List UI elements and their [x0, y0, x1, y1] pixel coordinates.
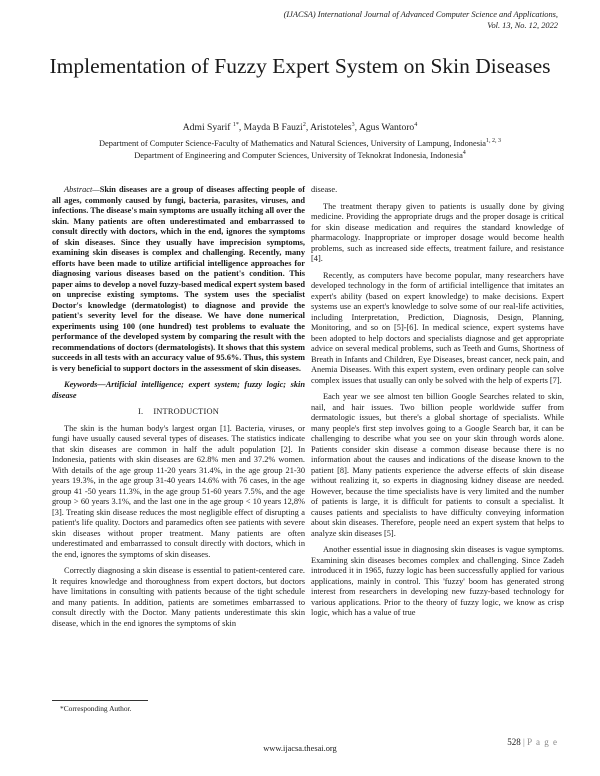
right-column — [311, 185, 564, 625]
body-paragraph: Recently, as computers have become popular, many researchers have developed technology in the form of artificial intelligence that imitates an expert's ability (based on expert knowledge) to make decisions. Expert systems use an expert's knowledge to solve some of our real-life activities, including Interpretation, Prediction, Diagnosis, Design, Planning, Monitoring, and so on [5]-[6]. In medical science, expert systems have been adopted to help doctors and specialists diagnose and get appropriate advice on several medical problems, such as Teeth and Gums, Shortness of Breath in Infants and Children, Eye Diseases, breast cancer, neck pain, and Anemia Diseases. With this expert system, even ordinary people can solve complex issues that usually can only be solved with the help of experts [7]. — [311, 270, 564, 385]
intro-paragraph: Correctly diagnosing a skin disease is essential to patient-centered care. It requires knowledge and thoroughness from expert doctors, but doctors have limitations in consulting with patients because of the tight schedule and many patients. In addition, patients are sometimes embarrassed to consult directly with the Doctor. Many patients underestimate this skin disease, which in the end ignores the symptoms of skin — [52, 566, 305, 628]
author-sup: 4 — [414, 121, 418, 128]
author-sup: 3 — [351, 121, 355, 128]
author-name: Agus Wantoro — [358, 122, 415, 133]
affiliation-1-sup: 1, 2, 3 — [486, 138, 501, 145]
affiliation-1 — [0, 138, 600, 149]
body-paragraph: Another essential issue in diagnosing skin diseases is vague symptoms. Examining skin diseases becomes complex and challenging. Since Zadeh introduced it in 1965, fuzzy logic has been successfully applied for various applications, mainly in control. This 'fuzzy' boom has generated strong interest from researchers in developing new fuzzy-based technology for various applications. Prior to the theory of fuzzy logic, we know as crisp logic, which has a value of true — [311, 545, 564, 617]
abstract — [52, 185, 305, 374]
abstract-label: Abstract— — [64, 185, 100, 194]
footnote-divider — [52, 700, 148, 701]
section-number: I. — [138, 407, 144, 416]
page-number — [507, 737, 558, 747]
author-list: Admi Syarif $^{1*}$, Mayda B Fauzi$^2$, Aristoteles$^3$, Agus Wantoro$^4$ — [182, 121, 418, 133]
author-sup: 2 — [302, 121, 306, 128]
journal-name: (IJACSA) International Journal of Advanced Computer Science and Applications, — [283, 10, 558, 19]
affiliation-2-text: Department of Engineering and Computer Sciences, University of Teknokrat Indonesia, Indonesia — [134, 151, 463, 160]
keywords: Keywords—Artificial intelligence; expert system; fuzzy logic; skin disease — [52, 380, 305, 400]
footnote: *Corresponding Author. — [60, 704, 132, 713]
page-number-value: 528 — [507, 737, 521, 747]
section-heading — [52, 407, 305, 418]
author-name: Mayda B Fauzi — [243, 122, 303, 133]
paper-title: Implementation of Fuzzy Expert System on Skin Diseases — [49, 54, 551, 78]
left-column — [52, 185, 305, 635]
journal-header — [198, 10, 558, 31]
affiliation-1-text: Department of Computer Science-Faculty of Mathematics and Natural Sciences, University of Lampung, Indonesia — [99, 139, 486, 148]
author-name: Admi Syarif — [182, 122, 231, 133]
author-sup: 1* — [232, 121, 239, 128]
body-paragraph: The treatment therapy given to patients is usually done by giving medicine. Providing the appropriate drugs and the proper dosage is critical for skin disease medication and requires the standard knowledge of pharmacology. Inappropriate or improper dosage would become health problems, such as increased side effects, treatment failure, and resistance [4]. — [311, 201, 564, 263]
affiliation-2 — [0, 150, 600, 161]
journal-volume: Vol. 13, No. 12, 2022 — [487, 20, 558, 30]
body-paragraph: disease. — [311, 185, 338, 194]
section-title: INTRODUCTION — [153, 407, 219, 416]
intro-paragraph: The skin is the human body's largest organ [1]. Bacteria, viruses, or fungi have usually caused several types of diseases. The statistics indicate that skin diseases are common in half the adult population [2]. In Indonesia, patients with skin diseases are 62.8% men and 37.2% women. With details of the age group 11-20 years 31.4%, in the age group 21-30 years 19.3%, in the age group 31-40 years 14.6% with 76 cases, in the age group 41 -50 years 11.3%, in the age group 51-60 years 7.5%, and the age group > 60 years 3.1%, and the last one in the age group < 10 years 12,8% [3]. Treating skin disease reduces the most negligible effect of disrupting a patient's life quality. Doctors and paramedics often see patients with severe skin diseases without proper treatment. Many patients are often underestimated and embarrassed to consult directly with doctors, which in the end, ignores the symptoms of skin diseases. — [52, 423, 305, 559]
body-paragraph: Each year we see almost ten billion Google Searches related to skin, nail, and hair issues. Two billion people worldwide suffer from dermatologic issues, but there's a global shortage of specialists. While many people's first step involves going to a Google Search bar, it can be challenging to describe what you see on your skin through words alone. Patients consider skin disease a common disease because there is no information about the causes and indications of the disease known to the patient [8]. Many patients experience the adverse effects of skin disease without realizing it, so experts in diagnosing kidney disease are needed. However, because the time specialists have is very limited and the number of patients is large, it is difficult for patients to consult a specialist. It causes patients and specialists to have difficulty conveying information about skin diseases. Therefore, people need an expert system that helps to analyze skin diseases [5]. — [311, 392, 564, 538]
page-word: P a g e — [527, 737, 558, 747]
page-separator: | — [523, 737, 525, 747]
affiliation-2-sup: 4 — [462, 150, 466, 157]
abstract-text: Skin diseases are a group of diseases affecting people of all ages, commonly caused by fungi, bacteria, parasites, viruses, and infections. The disease's main symptoms are usually itching all over the skin. Many patients are often underestimated and embarrassed to consult directly with doctors, which in the end, ignores the symptoms of skin diseases. Since they usually have imprecision symptoms, examining skin diseases is complex and challenging. Recently, many efforts have been made to utilize artificial intelligence approaches for diagnosing various diseases based on the patient's condition. This paper aims to develop a novel fuzzy-based medical expert system based on unprecise existing symptoms. The system uses the specialist Doctor's knowledge (dermatologist) to diagnose and provide the patient's severity level for the disease. We have done numerical experiments using 100 (one hundred) test problems to evaluate the performance of the developed system by comparing the result with the recommendations of doctors (dermatologists). It shows that this system succeeds in all tests with an accuracy value of 95.6%. Thus, this system is very beneficial to support doctors in the assessment of skin diseases. — [52, 185, 305, 373]
journal-url[interactable]: www.ijacsa.thesai.org — [263, 744, 337, 753]
author-name: Aristoteles — [310, 122, 352, 133]
